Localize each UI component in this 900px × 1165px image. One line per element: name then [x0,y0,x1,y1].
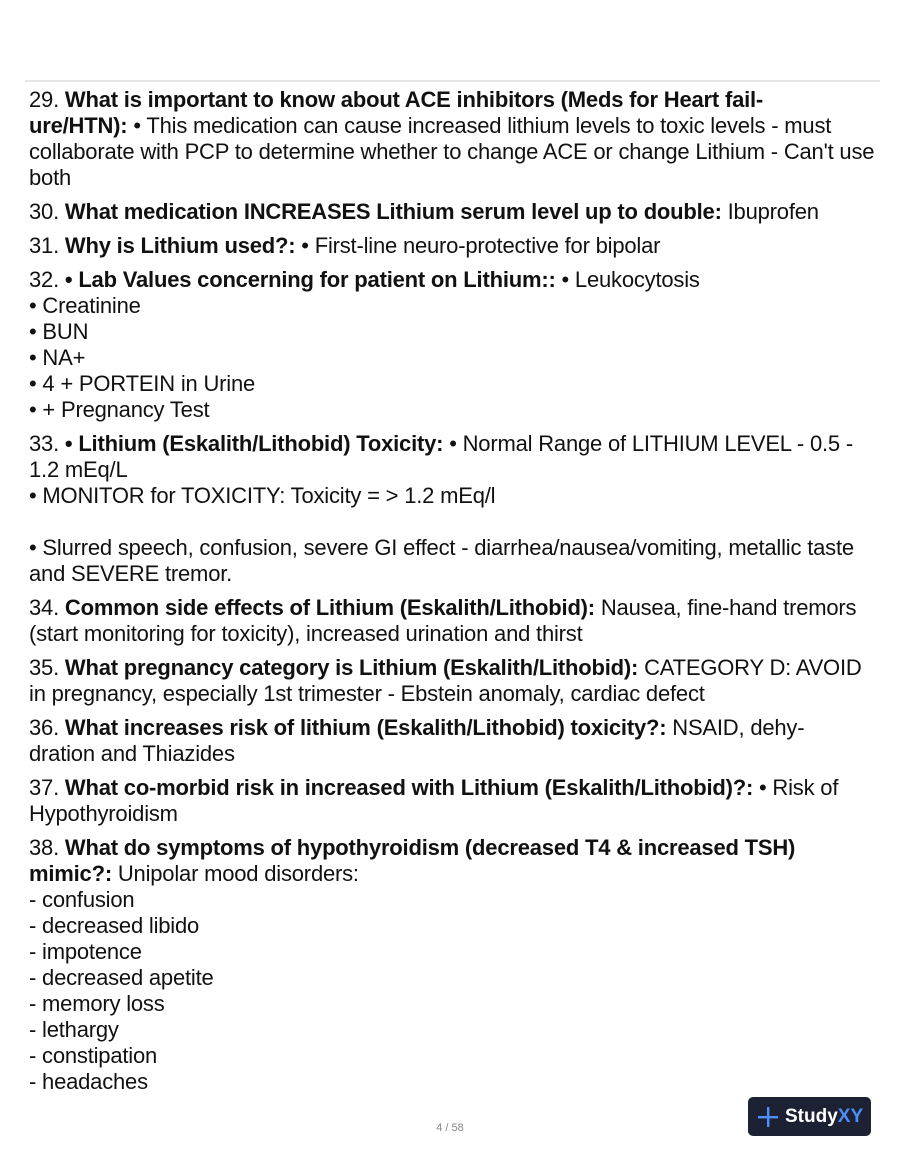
qa-item-34 [29,595,879,647]
answer-line: • BUN [29,319,89,344]
question-text: • Lithium (Eskalith/Lithobid) Toxicity: [64,431,444,456]
question-text: What is important to know about ACE inhibitors (Meds for Heart fail- ure/HTN): [29,87,764,138]
plus-icon [757,1106,779,1128]
page-number: 4 / 58 [436,1122,464,1134]
answer-line: • NA+ [29,345,86,370]
answer-line: • MONITOR for TOXICITY: Toxicity = > 1.2 mEq/l [29,483,496,508]
logo-text-accent: XY [837,1105,864,1127]
item-number: 29. [29,87,59,112]
answer-line: - constipation [29,1043,158,1068]
answer-text: • Risk of Hypothyroidism [29,775,839,826]
question-text: • Lab Values concerning for patient on Lithium:: [64,267,556,292]
item-number: 38. [29,835,59,860]
qa-item-30 [29,199,879,225]
qa-item-29 [29,87,879,191]
answer-text: • Normal Range of LITHIUM LEVEL - 0.5 - 1.2 mEq/L [29,431,853,482]
answer-line: - decreased libido [29,913,200,938]
answer-text: • Leukocytosis [555,267,700,292]
document-body [29,87,879,1103]
qa-item-33 [29,431,879,587]
answer-text: NSAID, dehy- dration and Thiazides [29,715,805,766]
answer-line: - confusion [29,887,135,912]
answer-line: - impotence [29,939,142,964]
item-number: 32. [29,267,59,292]
answer-line: - headaches [29,1069,148,1094]
item-number: 35. [29,655,59,680]
answer-text: • First-line neuro-protective for bipolar [295,233,661,258]
logo-text-main: Study [785,1105,838,1127]
item-number: 36. [29,715,59,740]
qa-item-37 [29,775,879,827]
qa-item-31 [29,233,879,259]
answer-line: - lethargy [29,1017,119,1042]
studyxy-logo[interactable] [748,1097,871,1136]
item-number: 31. [29,233,59,258]
question-text: What medication INCREASES Lithium serum level up to double: [64,199,722,224]
header-divider [25,80,880,82]
logo-text [785,1106,863,1128]
question-text: What do symptoms of hypothyroidism (decreased T4 & increased TSH) mimic?: [29,835,796,886]
question-text: What co-morbid risk in increased with Lithium (Eskalith/Lithobid)?: [64,775,754,800]
qa-item-36 [29,715,879,767]
answer-text: CATEGORY D: AVOID in pregnancy, especially 1st trimester - Ebstein anomaly, cardiac defect [29,655,862,706]
blank-line [29,509,879,535]
question-text: Common side effects of Lithium (Eskalith/Lithobid): [64,595,595,620]
answer-line: - memory loss [29,991,165,1016]
answer-text: Nausea, fine-hand tremors (start monitoring for toxicity), increased urination and thirst [29,595,857,646]
question-text: Why is Lithium used?: [64,233,296,258]
answer-line: - decreased apetite [29,965,214,990]
answer-text: Unipolar mood disorders: [111,861,359,886]
item-number: 33. [29,431,59,456]
answer-text: Ibuprofen [721,199,819,224]
qa-item-38 [29,835,879,1095]
item-number: 37. [29,775,59,800]
answer-line: • Slurred speech, confusion, severe GI effect - diarrhea/nausea/vomiting, metallic taste and SEVERE tremor. [29,535,854,586]
question-text: What pregnancy category is Lithium (Eskalith/Lithobid): [64,655,639,680]
qa-item-35 [29,655,879,707]
item-number: 30. [29,199,59,224]
answer-text: • This medication can cause increased lithium levels to toxic levels - must collaborate with PCP to determine whether to change ACE or change Lithium - Can't use both [29,113,875,190]
answer-line: • 4 + PORTEIN in Urine [29,371,256,396]
answer-line: • + Pregnancy Test [29,397,210,422]
question-text: What increases risk of lithium (Eskalith/Lithobid) toxicity?: [64,715,667,740]
answer-line: • Creatinine [29,293,141,318]
qa-item-32 [29,267,879,423]
item-number: 34. [29,595,59,620]
